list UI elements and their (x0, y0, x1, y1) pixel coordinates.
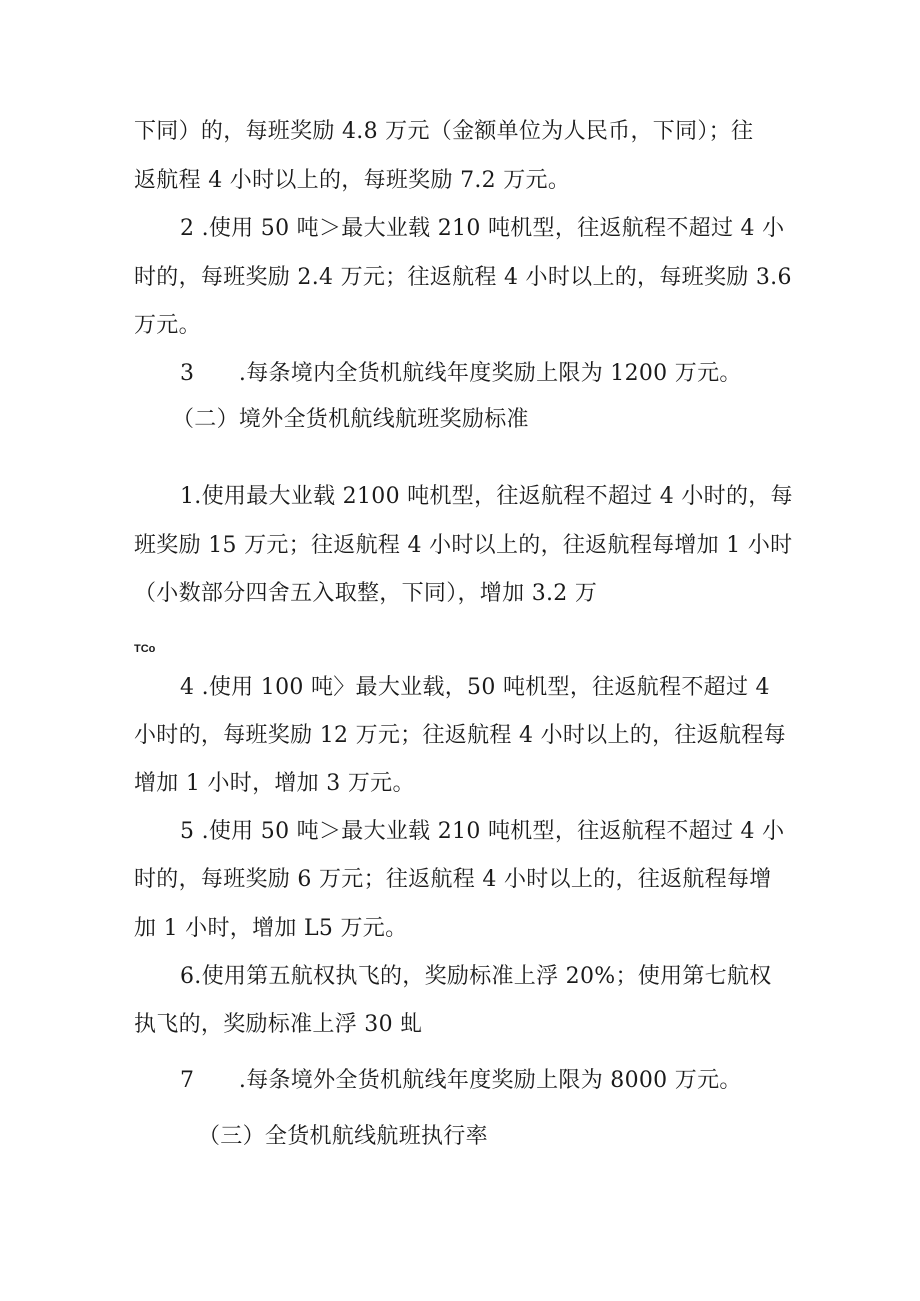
text-line: 7 .每条境外全货机航线年度奖励上限为 8000 万元。 (180, 1068, 742, 1093)
text-line: 1.使用最大业载 2100 吨机型，往返航程不超过 4 小时的，每 (180, 484, 793, 509)
text-line: 6.使用第五航权执飞的，奖励标准上浮 20%；使用第七航权 (180, 964, 772, 989)
text-line: 下同）的，每班奖励 4.8 万元（金额单位为人民币，下同）；往 (134, 119, 754, 144)
text-line: 班奖励 15 万元；往返航程 4 小时以上的，往返航程每增加 1 小时 (134, 533, 793, 558)
text-line: 增加 1 小时，增加 3 万元。 (134, 771, 415, 796)
text-line: 4 .使用 100 吨〉最大业载，50 吨机型，往返航程不超过 4 (180, 675, 770, 700)
text-line: 返航程 4 小时以上的，每班奖励 7.2 万元。 (134, 168, 571, 193)
text-line: 执飞的，奖励标准上浮 30 虬 (134, 1012, 423, 1037)
text-line: 2 .使用 50 吨＞最大业载 210 吨机型，往返航程不超过 4 小 (180, 216, 785, 241)
text-line: （小数部分四舍五入取整，下同），增加 3.2 万 (134, 581, 598, 606)
text-line: 万元。 (134, 313, 201, 338)
text-line: 小时的，每班奖励 12 万元；往返航程 4 小时以上的，往返航程每 (134, 723, 786, 748)
stray-text-fragment: TCo (134, 643, 156, 655)
text-line: 3 .每条境内全货机航线年度奖励上限为 1200 万元。 (180, 361, 742, 386)
section-heading: （二）境外全货机航线航班奖励标准 (172, 407, 529, 432)
text-line: 时的，每班奖励 6 万元；往返航程 4 小时以上的，往返航程每增 (134, 867, 772, 892)
text-line: 时的，每班奖励 2.4 万元；往返航程 4 小时以上的，每班奖励 3.6 (134, 265, 792, 290)
text-line: 5 .使用 50 吨＞最大业载 210 吨机型，往返航程不超过 4 小 (180, 819, 785, 844)
section-heading: （三）全货机航线航班执行率 (198, 1124, 488, 1149)
text-line: 加 1 小时，增加 L5 万元。 (134, 916, 408, 941)
